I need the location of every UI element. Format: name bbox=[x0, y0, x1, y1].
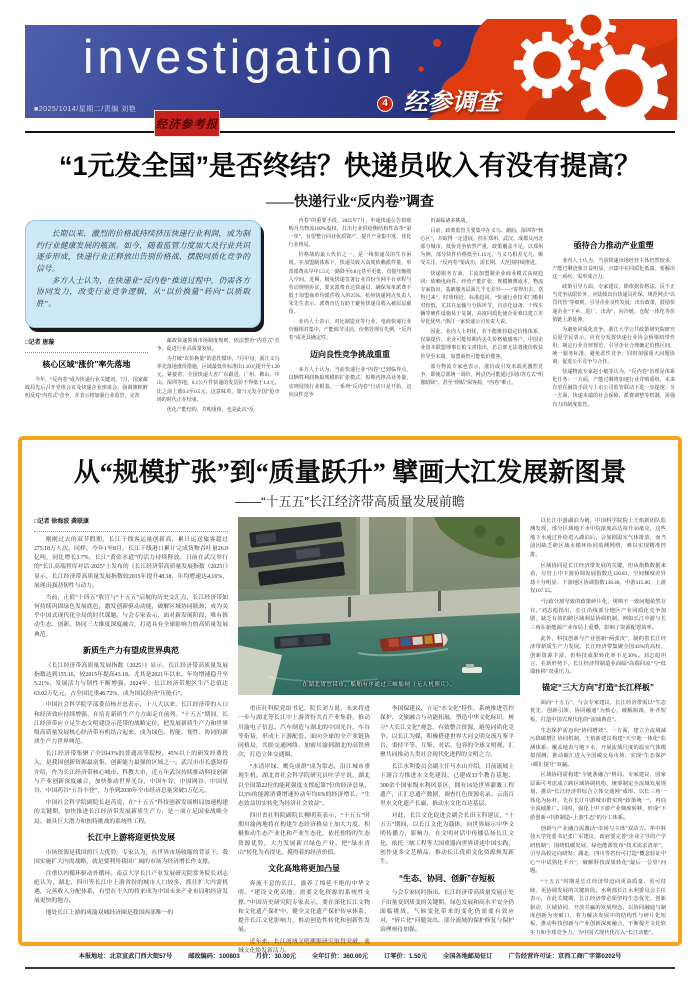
article1-subhead-1: 核心区域“涨价”率先落地 bbox=[42, 359, 131, 369]
article1-col3-text-a bbox=[289, 218, 412, 343]
paragraph: 奔流不息的长江，滋养了绵延不绝的中华文明。“建设文化高地，需要文化资源的系统性支撑。”中国历史研究院专家表示，要在深化长江文物和文化遗产保护中，健全文化遗产保护传承体系，提升长江文化影响力，推动创造性转化和创新性发展。 bbox=[238, 881, 370, 934]
paragraph: 仍面临诸多挑战。 bbox=[430, 219, 471, 224]
paragraph: 创新与产业融合需激活“市场与主体”双动力。华中科技大学党委书记张广军建议，政府要完善“企业主导的产学研机制”，围绕低碳发展、绿色能源发布“技术需求清单”，引导高校定向研发；湖北、四川等省份可打造“概念验证中心”“中试熟化平台”，破解科技成果转化“最后一公里”问题。 bbox=[530, 825, 666, 875]
masthead-logo: 经济参考报 bbox=[154, 110, 220, 137]
paragraph: 近年来，长江流域文明溯源研究取得突破，流域文化焕发新活力。 bbox=[238, 939, 370, 955]
article2-left-text-a bbox=[34, 536, 228, 640]
paragraph: 与会专家同时指出，长江经济带高质量发展正处于由量变到质变的关键期，绿色发展和高水平安全仍面临挑战，气候变化带来的变化仍需要有效应对，“碎片化”问题突出，部分流域的保护修复与保护治理亟待加强。 bbox=[380, 890, 514, 934]
banner-english-title: investigation bbox=[83, 30, 397, 83]
paragraph: 邮政快递领域市场制度规则，依法整治“内卷式”竞争，促进行业高质量发展。 bbox=[156, 339, 280, 353]
paragraph: 多方人士认为，在快递业“反内卷”推进过程中，仍需各方协同发力，改变行业竞争逻辑，从“以价换量”转向“以质取胜”。 bbox=[36, 275, 250, 309]
article2-midright-text-b bbox=[380, 889, 514, 935]
article1-byline: □记者 唐璇 bbox=[25, 338, 148, 353]
paragraph: 注重以内循环驱动外循环。南京大学长江产业发展研究院常务院长刘志彪认为，湖北、四川等长江中上游省份的城市人口较多，抓住扩大内需机遇，完善收入分配体系，有望在不久的将来成为中国未来产业布局和经济发展更快的地方。 bbox=[34, 870, 228, 905]
article1-lead-box bbox=[25, 220, 261, 328]
paragraph: 四川省社科院副院长柳明英表示，“十五五”时期川渝两地将在构建生态经济格局上加大力度，积极推动生态产业化和产业生态化，依托独特的生态资源优势，大力发展新兴绿色产业，把“绿水青山”转化为看得见、摸得着的经济价值。 bbox=[238, 812, 370, 856]
article1-headline: “1元发全国”是否终结？快递员收入有没有提高？ bbox=[58, 151, 641, 181]
paragraph: 多方人士认为，当前快递行业“内卷”已到临界点，以牺牲利润换取规模的扩张模式，短期内推高业务量，实则侵蚀行业根基。一系列“反内卷”行动只是开始，迈向良性竞争 bbox=[288, 368, 412, 398]
paragraph: 市场资源是我国的巨大优势。专家认为，在世界市场收缩的背景下，我国实施扩大内需战略，就是要利用我国广阔的市场为经济增长作支撑。 bbox=[34, 849, 228, 865]
article2-subtitle: ——“十五五”长江经济带高质量发展前瞻 bbox=[235, 494, 465, 509]
paragraph: 目前，政策监管主要集中在义乌、潮汕、深圳等“核心区”，并取得一定进展。但在郑州、武汉、成都及河北部分城市，低价竞争依然严重，政策覆盖不足。以郑州为例，部分快件价格低至1.15元，与义乌相差无几，颇受关注。“反内卷”要成功，需长期、大范围持续推进。 bbox=[420, 229, 544, 267]
paragraph: 为打破“以价换量”的恶性循环，7月中旬，浙江义乌率先落地涨价措施，区域最低价标准由1.10元提升至1.20元。紧接着，全国快递大省广东跟进，广州、佛山、中山、深圳等地，0.1公斤件快递的发货价不得低于1.4元，比之前上涨0.4至0.5元。这意味着，靠“1元发全国”抢市场的时代正在结束。 bbox=[156, 357, 280, 403]
date-editor-line: ■2025/1014/星期二/责编 刘艳 bbox=[34, 106, 137, 113]
article1-column-3 bbox=[289, 218, 412, 432]
footer-postcode: 邮政编码：100803 bbox=[188, 953, 240, 960]
article1-column-5 bbox=[552, 218, 675, 432]
article1-subtitle: ——快递行业“反内卷”调查 bbox=[266, 195, 434, 210]
paragraph: 区域协同需构建“全链条融合”格局。专家建议，国家层面可考虑成立跨区域协调机构，统筹制定全流域发展规划，推动“长江经济带综合立体交通网”成形。以长三角一体化为标杆，先在长江中游城市群实现“政策统一”，再向全流域推广。同时，强化上中下游产业梯度转移，形成“下游创新+中游制造+上游生态”的分工体系。 bbox=[530, 772, 666, 821]
paragraph: “行政分割导致的政策碎片化、规则不一致问题依然存在。”刘志彪指出，长江沿线部分地区产业同质化竞争加剧，缺乏有效的跨区域利益协调机制，例如长江中游与长三角在新能源产业布局上重叠，影响了资源配置效率。 bbox=[530, 599, 666, 631]
footer-monthly-price: 月价：30.00元 bbox=[255, 953, 297, 960]
paragraph: 今年，“反内卷”成为快递行业关键词。7月，国家邮政局先后召开党组会议及快递企业座谈会，强调旗帜鲜明反对“内卷式”竞争，并表示将加强行业监管，完善 bbox=[25, 377, 148, 399]
article1-body bbox=[25, 218, 675, 432]
article2-byline: □记者 徐海波 龚联康 bbox=[34, 517, 228, 532]
paragraph: 业内人士表示，对比制造业等行业，电商快递行业份额相对集中，产能调节灵活，价格管理有先例，“反内卷”或更具确定性。 bbox=[288, 320, 412, 342]
article2-headline: 从“规模扩张”到“质量跃升” 擘画大江发展新图景 bbox=[73, 458, 627, 487]
article2-subhead-4: “生态、协同、创新”存短板 bbox=[399, 873, 495, 883]
paragraph: 李国保建议，立足“水文化”特性，系统推进管控保护、文旅融合与功能拓展，塑造中华文化标识。树立“大长江文化”观念，有效整合资源，避免同质化竞争。以长江为媒，积极搭建世界大河文明交流互鉴平台，秉持平等、互鉴、对话、包容的全球文明观，汇聚共同推动人类社会现代化进程的文明之力。 bbox=[380, 706, 514, 759]
article2-left-text-b bbox=[34, 662, 228, 827]
paragraph: 快递服务方面，主流加盟制企业商业模式高度趋同：依赖电商件、经营产能扩张、规模摊薄成本。物流专家指出，基础服务层面几乎无差异——“寄得出去、送得过来”，时效相近、标准趋同。“快递行业技术门槛相对较低，尤其在运输与分拣环节，自动化设备、干线车辆等硬件设施易于复制，高度同质化使企业难以建立差异化优势。”浙江一家快递公司负责人说。 bbox=[420, 271, 544, 326]
paragraph: 以长江中游湖泊为例，中国科学院院士王焰新团队监测发现，部分区域地下水甲烷浓度高达每升30毫克，这些地下水通过补给进入湖泊后，会加剧温室气体排放，而当前因缺乏跨区域水循环协同监测网络，难以实现精准控排。 bbox=[530, 518, 666, 558]
paragraph: 当前，正值“十四五”收官与“十五五”启航的历史交汇点，长江经济带如何持续巩固绿色发展底色，激发创新驱动动能，破解区域协同瓶颈，成为关乎中国式现代化全局的时代课题。与会专家表示，面对新发展阶段，唯有推动生态、创新、协同三大维度深度融合，打造具有全球影响力的高质量发展典范。 bbox=[34, 594, 228, 638]
section-banner bbox=[25, 25, 675, 118]
article1-subhead-3: 亟待合力推动产业重塑 bbox=[573, 241, 654, 250]
article2-body bbox=[34, 517, 666, 955]
article2-midleft-text-b bbox=[238, 880, 370, 957]
paragraph: 长期以来，激烈的价格战持续挤压快递行业利润，成为制约行业健康发展的瓶颈。如今，随着监管力度加大及行业共识逐步形成，快递行业正释放出告别价格战、摆脱同质化竞争的信号。 bbox=[36, 229, 250, 274]
paragraph: 长江经济带集聚了全国43%的普通高等院校，45%以上的研发经费投入，是我国创新资源最富集、创新能力最强的区域之一。武汉市市长盛阅春介绍，作为长江经济带核心城市、科教大市，近五年武汉持续推动科技创新与产业创新深度融合，加快推动世界光谷、中国车谷、中国网谷、中国星谷、中国药谷“五谷丰登”，力争到2030年全市经济总量突破3万亿元。 bbox=[34, 751, 228, 795]
paragraph: 价格战的最大代价之一，是一线快递员的生存困境。在加盟制体系下，快递员收入高度依赖派件量，单票派费从早年1.5元一路降至0.8元甚至更低，直接压缩收入空间。近期，极兔快递签署行业首份全网平台章程与劳动规则协议，要求派费直达快递员，确保每单派费不低于加盟商单均派件收入的25%。杭州快递网点负责人朱先生表示，派费直达有助于避免快递员收入被层层截留。 bbox=[288, 253, 412, 316]
article2-left-column bbox=[34, 517, 228, 937]
paragraph: “水清岸绿、鹰凫成群”成为常态，沿江城市重现生机。湖北省社会科学院研究员叶学平说，湖北以全国第22位的能耗强度支撑起第7位的经济总量，以3%的能源消费增速拉动年均6%的经济增长，“生态效益切实转化为经济社会效益”。 bbox=[238, 764, 370, 808]
article2-right-text-b bbox=[530, 699, 666, 938]
paragraph: 重庆社科院党组书记、院长刘力说，未来将进一步与湖北等长江中上游省份共育产业集群，推动川渝电子信息、汽车制造与湖北的中国光谷、车谷等衔接，形成上下游配套、面向全球的全产业链协同格局，共联交通网络，加密川渝到湖北的高铁班次，打造立体交通圈。 bbox=[238, 706, 370, 759]
aerial-ship-lock-photo bbox=[238, 517, 520, 695]
footer-annual-price: 全年订价：360.00元 bbox=[312, 953, 369, 960]
footer-single-price: 订零价：1.50元 bbox=[384, 953, 428, 960]
paragraph: 区域协同是长江经济带发展的关键，但从指数数据来看，尽管上中下游协调发展指数达120.83，空间梯度差异却十分明显：下游地区协调指数138.48，中游115.00，上游仅107.55。 bbox=[530, 562, 666, 595]
article2-frame bbox=[18, 436, 682, 955]
article1-subhead-2: 迈向良性竞争挑战重重 bbox=[309, 350, 390, 360]
article2-midleft-column bbox=[238, 705, 370, 955]
top-rule bbox=[25, 131, 675, 133]
paragraph: 地处长江上游的成渝双城经济圈是我国西部唯一的 bbox=[45, 910, 174, 917]
footer-ad-license: 广告经营许可证：京西工商广字第0202号 bbox=[508, 953, 622, 960]
article2-midright-text-a bbox=[380, 705, 514, 868]
paragraph: 刚刚过去的双节假期，长江干线客运量创新高，累计运送旅客超过275.18万人次。同样，今年1至8月，长江干线港口累计完成货物吞吐量26.9亿吨，同比增长3.7%，长江“黄金水道”的活力持续释放。日前在武汉举行的“长江高端智库对话·2025”上发布的《长江经济带高质量发展指数（2025）》显示，长江经济带高质量发展指数较2015年提升48.18，年均增速达4.16%，展现出强劲韧性与动力。 bbox=[34, 536, 228, 589]
article1-col2-text bbox=[157, 338, 280, 415]
paragraph: 《长江经济带高质量发展指数（2025）》显示，长江经济带高质量发展指数达到155.16，较2015年提高43.18。尤其是2021年以来，年均增速稳升至5.21%，发展活力与韧性不断增强。2024年，长江经济带地区生产总值达63.02万亿元，占全国比重46.72%，成为国民经济“压舱石”。 bbox=[34, 662, 228, 697]
article2-subhead-5: 锚定“三大方向”打造“长江样板” bbox=[542, 682, 654, 692]
article2-right-column bbox=[530, 517, 666, 937]
article2-subhead-3: 文化高地将更加凸显 bbox=[268, 864, 340, 874]
article1-col5-text bbox=[552, 258, 675, 410]
paragraph: 部分物流专家也表示，涨价或引发末端更激烈竞争。即使总部统一调价，网点仍可能通过回扣等方式“明涨暗降”，甚至“倒贴”保客源，“内卷”难止。 bbox=[420, 364, 544, 386]
paragraph: 长江水利委员会副主任马水山介绍，目前流域上下游合力推进水文化建设，已建成33个教育基地、300余个国家级水利风景区，拥有16处世界灌溉工程遗产，正汇总遗产数据，调查红色资源名录、云南百里水文化遗产长廊，推动水文化直达基层。 bbox=[380, 764, 514, 808]
page-number-badge: 4 bbox=[377, 96, 393, 112]
paragraph: 业内人士认为，当前快递市场经营主体仍然较多，产能过剩迹象日益明显，且集中在同质化低端。要解决这一顽疾，需形成合力。 bbox=[552, 258, 675, 281]
footer-subscription: 全国各地邮局征订 bbox=[443, 953, 493, 960]
paragraph: 政策引导方面，专家建议，除依据价格法、反不正当竞争法限价外，应陆续出台快递员社保、规范网点“以罚代管”等细则，引导企业良性发展；出台政策，鼓励快递企业“下乡、进厂、出海”，向冷链、仓配一体化等价值链上游延伸。 bbox=[552, 285, 675, 323]
article1-col3-text-b bbox=[289, 367, 412, 399]
footer-address: 本报地址：北京宣武门西大街57号 bbox=[78, 953, 173, 960]
article2-right-text-a bbox=[530, 517, 666, 677]
paragraph: 中国社会科学院副院长赵芮说，在“十五五”科技创新发展棋局加速构建的关键期，加快推进长江经济带发展新质生产力，是一项立足国家战略全局、兼具巨大潜力和独特挑战的系统性工程。 bbox=[34, 800, 228, 825]
article2-subhead-1: 新质生产力有望成世界典范 bbox=[83, 646, 179, 656]
photo-illustration bbox=[238, 517, 520, 695]
paragraph: 对此，长江文化促进会副会长田玉科建议，“十五五”期间，以长江文化为载体，向世界展示中华文明传播力、影响力，在文明对话中传播弘扬长江文化，依托三峡工程等大国重器向世界讲述中国实践，创作更多文艺精品，推动长江优质文化资源焕发新生。 bbox=[380, 812, 514, 866]
article1-column-4 bbox=[420, 218, 543, 432]
photo-caption: 在湖北省宜昌市，船舶有序通过三峡船闸（无人机照片）。 bbox=[302, 682, 456, 689]
article2-photo bbox=[238, 517, 520, 695]
paragraph: 内卷”的重要手段。2025年7月，申通快递公告拟收购丹鸟物流100%股权，打出行业供给侧结构性改革“第一单”，有望整合同业优质资产，提升产业集中度，优化行业格局。 bbox=[288, 219, 412, 249]
publication-footer bbox=[25, 951, 675, 969]
article2-left-text-c bbox=[34, 849, 228, 919]
paragraph: 为避免同质化竞争，浙江大学公共政策研究院研究员夏学民表示，应充分发挥快递行业协会桥梁纽带作用，制定行业自律规范，引导企业合理确定价格区间，统一服务标准，避免恶性竞争；同时加强重大问题协调，促进公平竞争与合作。 bbox=[552, 327, 675, 366]
article1-col1-text bbox=[25, 377, 148, 401]
article1-col4-text bbox=[420, 218, 543, 388]
paragraph: 因此，业内人士担忧，若不能维持稳定价格体系，仅靠提价，企业可能短期内丢失价格敏感客户。中国企业资本联盟理事长柏文喜指出，若总部无法将涨价收益传导至末端，加盟商仍可能低价揽客。 bbox=[420, 330, 544, 360]
article2-subhead-2: 长江中上游将迎更快发展 bbox=[87, 832, 175, 842]
paragraph: 面向“十五五”，与会专家建议，长江经济带需以“生态优先、创新引领、协同融通”为核心，破解瓶颈，补齐短板，打造中国式现代化的“流域典范”。 bbox=[530, 699, 666, 723]
paragraph: 优化产能结构、并购重组，也是此次“反 bbox=[166, 407, 255, 413]
banner-chinese-title bbox=[377, 82, 500, 117]
article2-midleft-text-a bbox=[238, 705, 370, 858]
paragraph: “十五五”时期是长江经济带迈向更高质量、更可持续、更协调发展的关键阶段。水利部长江水利委员会主任表示，在此关键期，长江经济带必须坚持生态优先、创新驱动、区域协同、开放共赢的发展理念，以协同融通与制度创新为突破口，着力解决发展中的结构性与碎片化短板，推动科技创新与产业创新深度融合，不断提升文化软实力和全球竞争力，为中国式现代化注入“长江动能”。 bbox=[530, 879, 666, 936]
paragraph: 此外，科技创新与产业创新“两张皮”，制约着长江经济带新质生产力发展。长江经济带集聚全国43%的高校、创新资源丰富，但科技成果转化率不足30%。刘志彪坦言，在新形势下，长江经济带制造业面临“高端回流”与“低端转移”双重压力。 bbox=[530, 635, 666, 676]
banner-chinese-title-text: 经参调查 bbox=[403, 89, 500, 116]
paragraph: 中国社会科学院学部委员杨开忠表示，十八大以来，长江经济带的人口和经济效应持续增强，在培育新质生产力方面走在前列。“十五五”期间，长江经济带应立足生态文明建设示范带的战略定位，把发展新质生产力和世界级高质量发展核心经济带有机结合起来，成为绿色、智能、韧性、协同的新质生产力世界典范。 bbox=[34, 702, 228, 746]
article2-midright-column bbox=[380, 705, 514, 937]
paragraph: 快递物流专家赵小敏等认为，“反内卷”治理是体系化任务：一方面，产能过剩将加速行业并购重组，未来有望在融资手段与上市公司监管联动下进一步提速；另一方面，快递末端的社会保障、派费调整等机制，需强有力的制度监管。 bbox=[552, 370, 675, 408]
paragraph: 生态保护需迈向“协同增效”。一方面，建立全流域减污降碳增汇协同机制，王焰新建议构建“天空地一体化”监测体系，覆盖地表与地下水，开展流域尺度的温室气体模拟预测，推动碳汇进入全国碳交易市场，实现“生态保护+碳汇提升”双赢。 bbox=[530, 727, 666, 768]
